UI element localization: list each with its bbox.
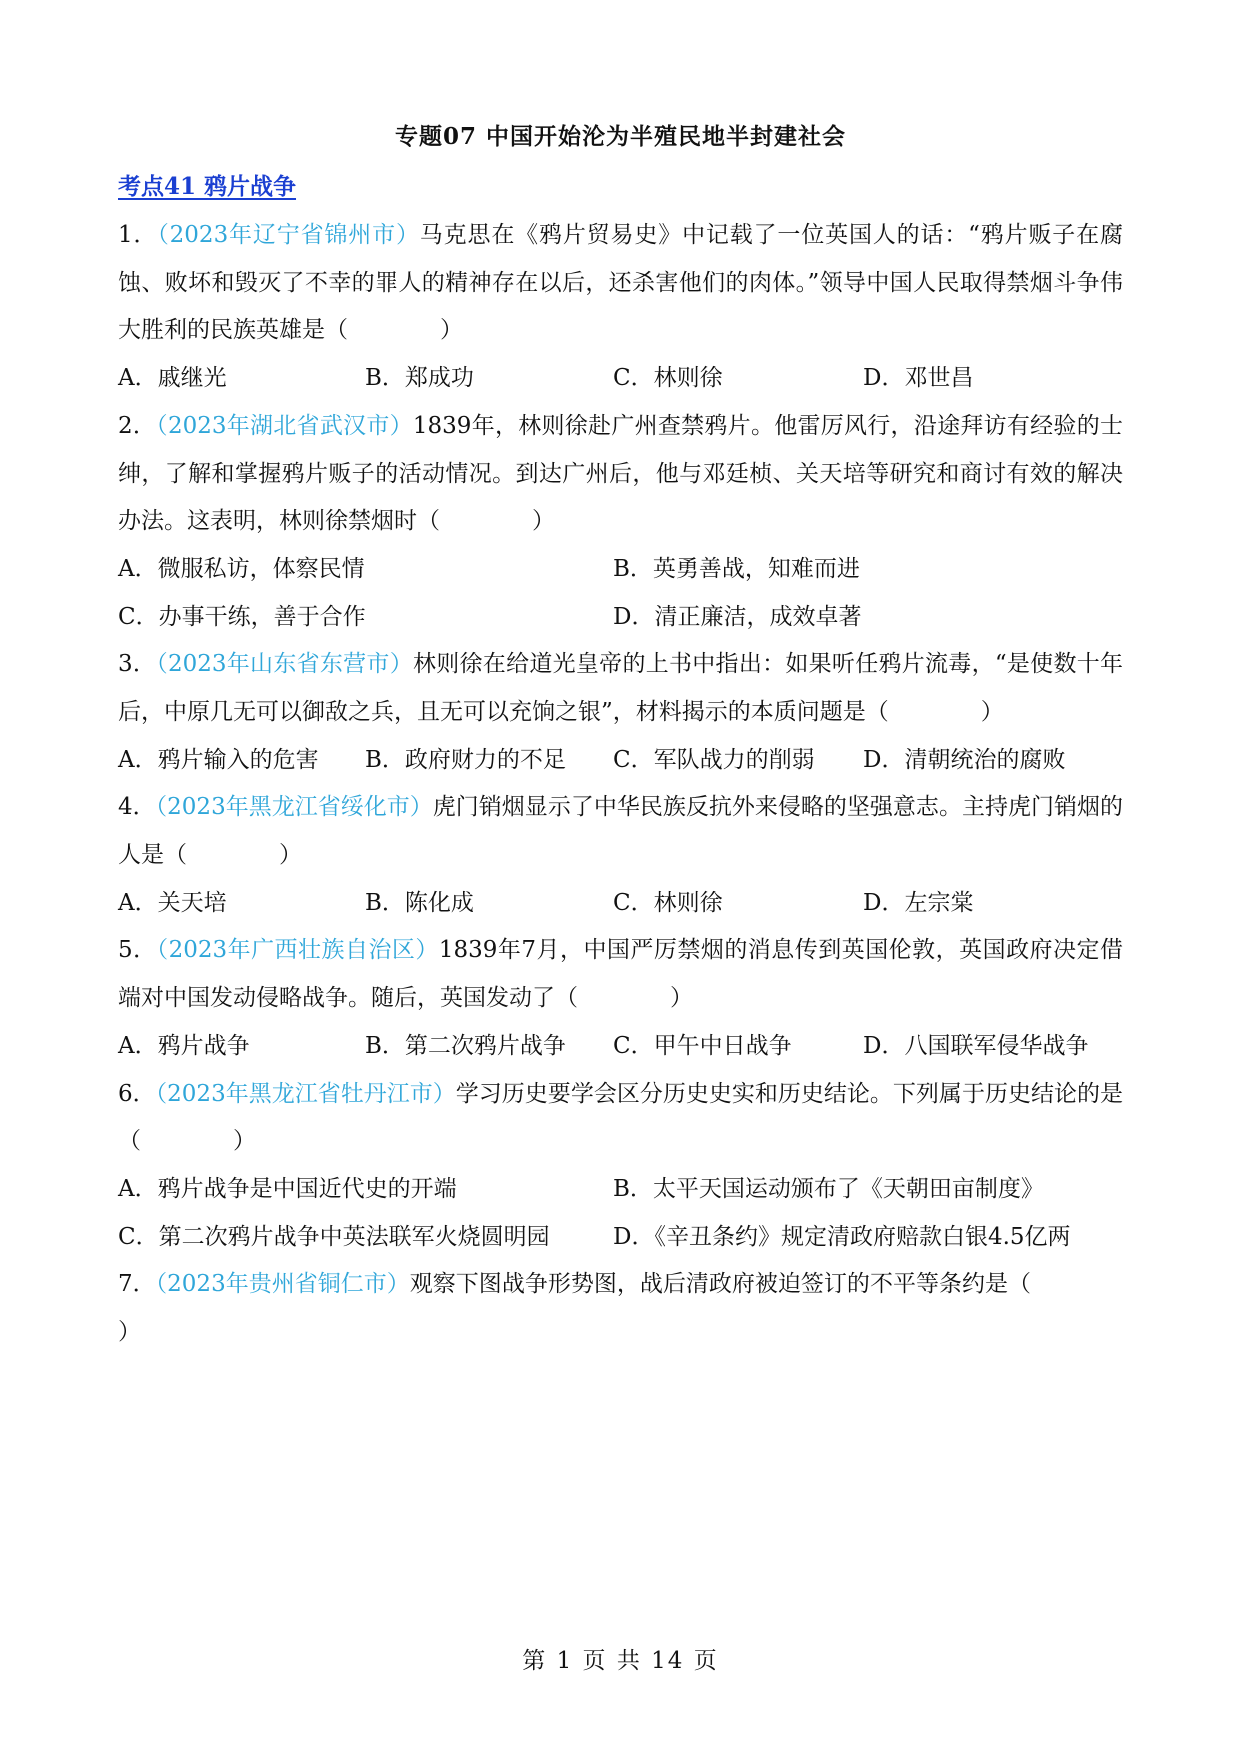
options-row (118, 1023, 1123, 1071)
option-b: B．太平天国运动颁布了《天朝田亩制度》 (613, 1175, 1044, 1202)
question-5 (118, 927, 1123, 1022)
option-d: D．《辛丑条约》规定清政府赔款白银4.5亿两 (613, 1223, 1071, 1250)
question-end: ） (233, 1128, 256, 1155)
section-heading[interactable]: 考点41 鸦片战争 (118, 173, 297, 200)
question-1 (118, 212, 1123, 355)
question-text: 1839年，林则徐赴广州查禁鸦片。他雷厉风行，沿途拜访有经验的士绅，了解和掌握鸦片贩子的活动情况。到达广州后，他与邓廷桢、关天培等研究和商讨有效的解决办法。这表明，林则徐禁烟时（ (118, 412, 1123, 535)
page-footer: 第 1 页 共 14 页 (522, 1648, 719, 1674)
option-b: B．郑成功 (365, 365, 474, 392)
question-end: ） (532, 508, 555, 535)
question-text: 虎门销烟显示了中华民族反抗外来侵略的坚强意志。主持虎门销烟的人是（ (118, 794, 1123, 869)
option-c: C．甲午中日战争 (613, 1032, 792, 1059)
question-source: （2023年湖北省武汉市） (156, 412, 413, 439)
question-end: ） (440, 317, 463, 344)
question-list (118, 212, 1123, 1357)
option-c: C．办事干练，善于合作 (118, 603, 366, 630)
question-number: 7． (118, 1271, 156, 1298)
options-row (118, 1166, 1123, 1214)
option-a: A．鸦片战争是中国近代史的开端 (118, 1175, 457, 1202)
option-d: D．清朝统治的腐败 (863, 746, 1066, 773)
question-2 (118, 403, 1123, 546)
question-number: 1． (118, 222, 158, 248)
option-d: D．邓世昌 (863, 365, 974, 392)
option-c: C．军队战力的削弱 (613, 746, 815, 773)
option-a: A．戚继光 (118, 365, 227, 392)
question-number: 3． (118, 651, 157, 678)
question-text: 1839年7月，中国严厉禁烟的消息传到英国伦敦，英国政府决定借端对中国发动侵略战争。随后，英国发动了（ (118, 937, 1123, 1012)
question-7 (118, 1261, 1123, 1356)
question-number: 6． (118, 1080, 156, 1107)
option-a: A．关天培 (118, 889, 227, 916)
options-row (118, 355, 1123, 403)
option-d: D．八国联军侵华战争 (863, 1032, 1089, 1059)
question-number: 5． (118, 937, 157, 964)
option-c: C．林则徐 (613, 365, 723, 392)
question-end: ） (279, 842, 302, 869)
options-row (118, 594, 1123, 642)
question-number: 4． (118, 794, 156, 821)
question-source: （2023年贵州省铜仁市） (155, 1271, 410, 1298)
question-source: （2023年辽宁省锦州市） (157, 222, 420, 248)
option-c: C．第二次鸦片战争中英法联军火烧圆明园 (118, 1223, 550, 1250)
question-end: ） (670, 985, 693, 1012)
options-row (118, 546, 1123, 594)
question-text: 林则徐在给道光皇帝的上书中指出：如果听任鸦片流毒，“是使数十年后，中原几无可以御敌之兵，且无可以充饷之银”，材料揭示的本质问题是（ (118, 651, 1123, 725)
option-a: A．鸦片输入的危害 (118, 746, 319, 773)
question-source: （2023年广西壮族自治区） (156, 937, 439, 964)
question-6 (118, 1071, 1123, 1166)
page-title: 专题07 中国开始沦为半殖民地半封建社会 (394, 123, 846, 150)
question-end: ） (118, 1319, 141, 1346)
options-row (118, 737, 1123, 785)
options-row (118, 1214, 1123, 1262)
question-end: ） (980, 698, 1004, 725)
option-b: B．陈化成 (365, 889, 474, 916)
option-a: A．鸦片战争 (118, 1032, 250, 1059)
option-c: C．林则徐 (613, 889, 723, 916)
option-a: A．微服私访，体察民情 (118, 555, 365, 582)
question-source: （2023年山东省东营市） (156, 651, 413, 678)
options-row (118, 880, 1123, 928)
question-source: （2023年黑龙江省牡丹江市） (155, 1080, 456, 1107)
option-b: B．英勇善战，知难而进 (613, 555, 860, 582)
question-number: 2． (118, 412, 157, 439)
option-d: D．清正廉洁，成效卓著 (613, 603, 862, 630)
question-4 (118, 784, 1123, 879)
option-b: B．政府财力的不足 (365, 746, 566, 773)
question-source: （2023年黑龙江省绥化市） (155, 794, 433, 821)
question-text: 马克思在《鸦片贸易史》中记载了一位英国人的话：“鸦片贩子在腐蚀、败坏和毁灭了不幸的罪人的精神存在以后，还杀害他们的肉体。”领导中国人民取得禁烟斗争伟大胜利的民族英雄是（ (118, 222, 1123, 344)
option-d: D．左宗棠 (863, 889, 974, 916)
question-text: 学习历史要学会区分历史史实和历史结论。下列属于历史结论的是（ (118, 1080, 1123, 1155)
question-3 (118, 641, 1123, 736)
option-b: B．第二次鸦片战争 (365, 1032, 566, 1059)
question-text: 观察下图战争形势图，战后清政府被迫签订的不平等条约是（ (409, 1271, 1031, 1298)
